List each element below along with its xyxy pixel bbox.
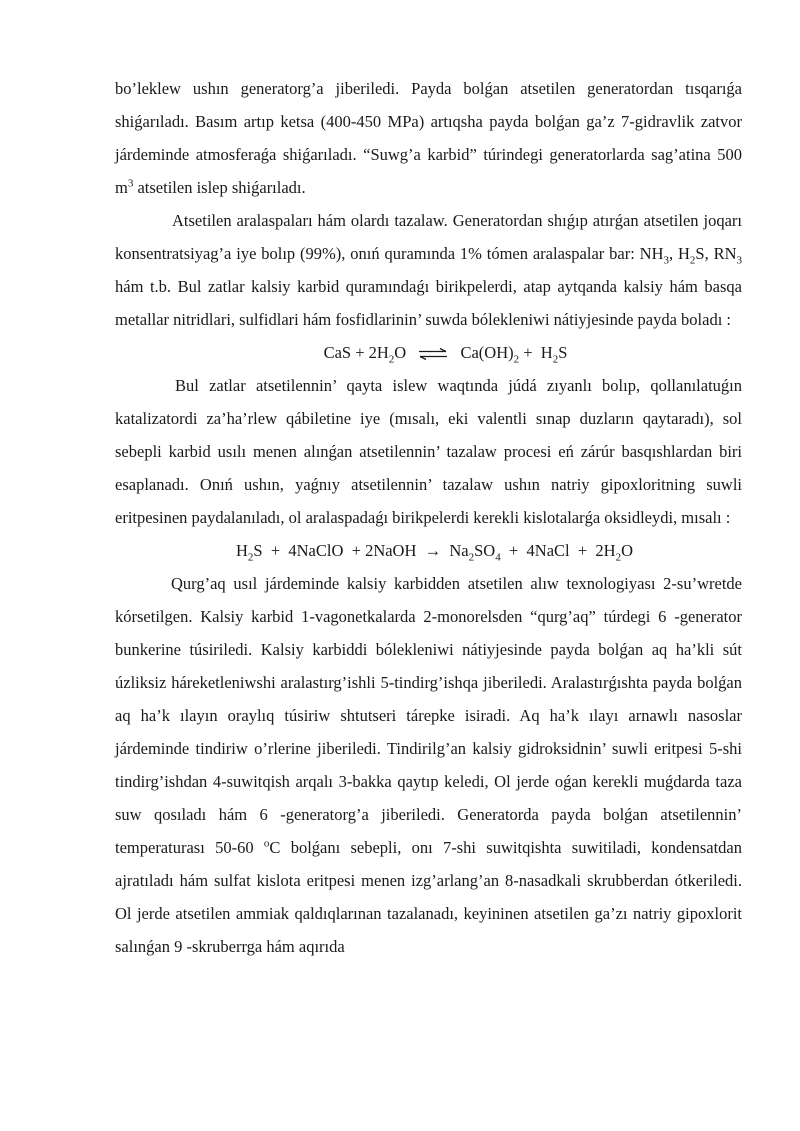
equilibrium-arrow-icon (418, 338, 448, 371)
subscript: 3 (736, 254, 742, 267)
paragraph-3: Bul zatlar atsetilennin’ qayta islew waqtında júdá zıyanlı bolıp, qollanılatuǵın katalizatordi za’ha’rlew qábiletine iye (mısalı, eki valentli sınap duzların qaytaradı), sol sebepli karbid usılı menen alınǵan atsetilennin’ tazalaw procesi eń zárúr basqıshlardan biri esaplanadı. Onıń ushın, yaǵnıy atsetilennin’ tazalaw ushın natriy gipoxloritning suwli eritpesinen paydalanıladı, ol aralaspadaǵı birikpelerdi kerekli kislotalarǵa oksidleydi, mısalı : (115, 376, 742, 527)
subscript: 3 (663, 254, 669, 267)
subscript: 2 (552, 353, 559, 366)
equation-2-part-d: + 4NaCl + 2H (500, 541, 616, 560)
equation-1 (115, 336, 742, 369)
equation-1-rhs-c: S (558, 343, 568, 362)
subscript: 2 (468, 551, 475, 564)
equation-1-lhs-a: CaS + 2H (323, 343, 389, 362)
subscript: 2 (513, 353, 520, 366)
equation-1-lhs-b: O (394, 343, 407, 362)
equation-2-part-a: H (235, 541, 248, 560)
paragraph-2-text-c: S, RN (695, 244, 737, 263)
subscript: 2 (388, 353, 395, 366)
equation-1-rhs (460, 343, 568, 366)
superscript-cubic: 3 (127, 177, 134, 190)
equation-2-part-b: S + 4NaClO + 2NaOH → Na (253, 541, 469, 560)
paragraph-2-text-a: Atsetilen aralaspaları hám olardı tazalaw. Generatordan shıǵıp atırǵan atsetilen joqarı konsentratsiyag’a iye bolıp (99%), onıń quramında 1% tómen aralaspalar bar: NH (115, 211, 742, 263)
subscript: 4 (495, 551, 501, 564)
paragraph-4-text-b: C bolǵanı sebepli, onı 7-shi suwitqishta suwitiladi, kondensatdan ajratıladı hám sulfat kislota eritpesi menen izg’arlang’an 8-nasadkali skrubberdan ótkeriledi. Ol jerde atsetilen ammiak qaldıqlarınan tazalanadı, keyininen atsetilen ga’zı natriy gipoxlorit salınǵan 9 -skruberrga hám aqırıda (115, 838, 743, 956)
paragraph-1-text-a: bo’leklew ushın generatorg’a jiberiledi. Payda bolǵan atsetilen generatordan tısqarıǵa shiǵarıladı. Basım artıp ketsa (400-450 MPa) artıqsha payda bolǵan ga’z 7-gidravlik zatvor járdeminde atmosferaǵa shiǵarıladı. “Suwg’a karbid” túrindegi generatorlarda sag’atina 500 m (115, 79, 742, 197)
subscript: 2 (689, 254, 696, 267)
equation-1-lhs (323, 343, 407, 366)
paragraph-2-text-d: hám t.b. Bul zatlar kalsiy karbid quramındaǵı birikpelerdi, atap aytqanda kalsiy hám basqa metallar nitridlari, sulfidlari hám fosfidlarinin’ suwda bólekleniwi nátiyjesinde payda boladı : (115, 277, 742, 329)
equation-1-rhs-a: Ca(OH) (460, 343, 514, 362)
subscript: 2 (615, 551, 622, 564)
equation-1-rhs-b: + H (519, 343, 553, 362)
subscript: 2 (247, 551, 254, 564)
equation-2-part-c: SO (474, 541, 496, 560)
equation-2-part-e: O (621, 541, 633, 560)
paragraph-2-text-b: , H (669, 244, 690, 263)
paragraph-2 (115, 204, 742, 336)
paragraph-4-text-a: Qurg’aq usıl járdeminde kalsiy karbidden atsetilen alıw texnologiyası 2-su’wretde kórsetilgen. Kalsiy karbid 1-vagonetkalarda 2-monorelsden “qurg’aq” túrdegi 6 -generator bunkerine túsiriledi. Kalsiy karbiddi bólekleniwi nátiyjesinde payda bolǵan aq ha’kli sút úzliksiz háreketleniwshi aralastırg’ishli 5-tindirg’ishqa jiberiledi. Aralastırǵıshta payda bolǵan aq ha’k ılayın oraylıq túsiriw shtutseri tárepke isiradi. Aq ha’k ılayı arnawlı nasoslar járdeminde tindiriw o’rlerine jiberiledi. Tindirilg’an kalsiy gidroksidnin’ suwli eritpesi 5-shi tindirg’ishdan 4-suwitqish arqalı 3-bakka qaytıp keledi, Ol jerde oǵan kerekli muǵdarda taza suw qosıladı hám 6 -generatorg’a jiberiledi. Generatorda payda bolǵan atsetilennin’ temperaturası 50-60 (115, 574, 742, 857)
document-page (115, 72, 742, 963)
superscript-degree: o (263, 837, 270, 850)
paragraph-1-text-b: atsetilen islep shiǵarıladı. (133, 178, 306, 197)
paragraph-4 (115, 567, 742, 963)
equation-2 (115, 534, 742, 567)
paragraph-1 (115, 72, 742, 204)
